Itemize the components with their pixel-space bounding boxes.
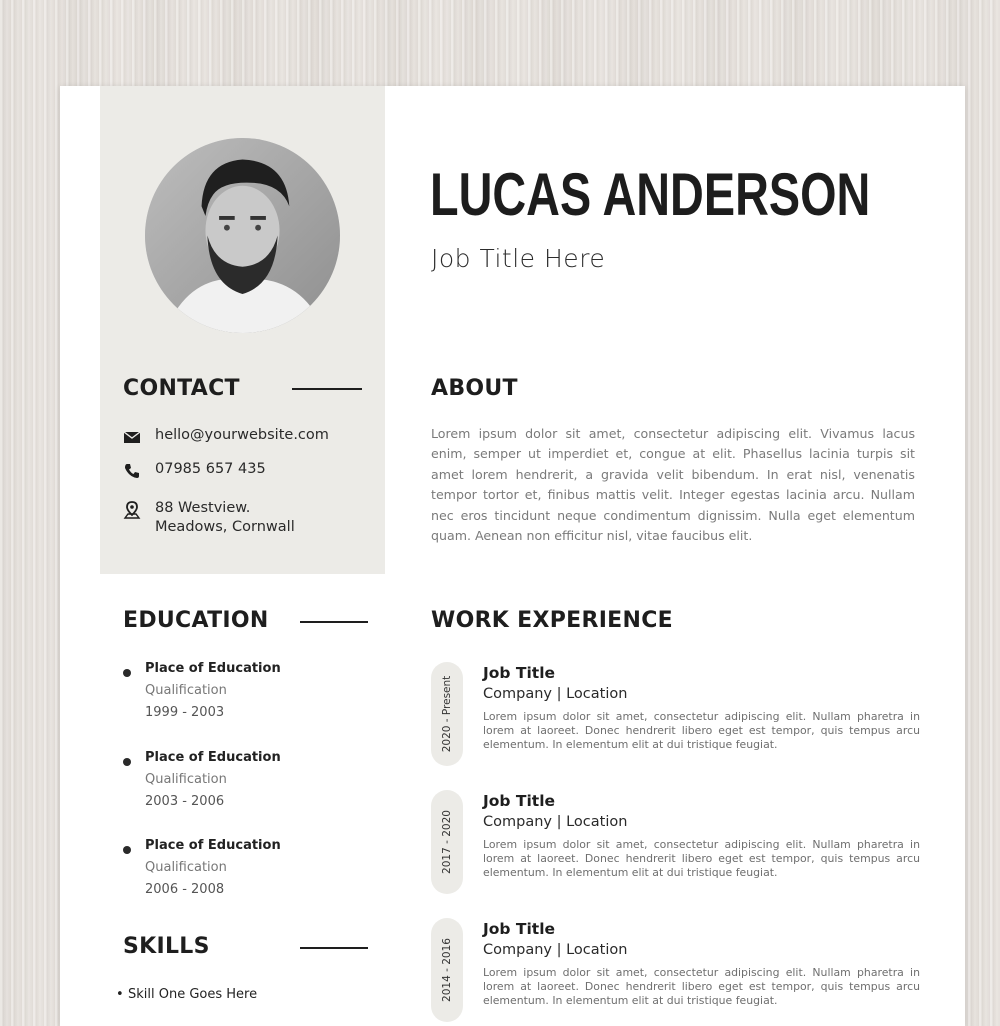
work-title: Job Title xyxy=(483,920,556,938)
about-heading: ABOUT xyxy=(431,376,518,401)
education-qualification: Qualification xyxy=(145,860,227,875)
work-title: Job Title xyxy=(483,664,556,682)
work-period-pill xyxy=(431,790,463,894)
work-period-pill xyxy=(431,918,463,1022)
contact-email[interactable] xyxy=(123,426,329,446)
work-description: Lorem ipsum dolor sit amet, consectetur adipiscing elit. Nullam pharetra in lorem at laoreet. Donec hendrerit libero eget est tempor, quis tempus arcu elementum. In elementum elit at dui tristique feugiat. xyxy=(483,710,920,752)
education-years: 2006 - 2008 xyxy=(145,882,225,897)
contact-address-text: 88 Westview. Meadows, Cornwall xyxy=(155,500,295,535)
education-years: 1999 - 2003 xyxy=(145,705,225,720)
work-period: 2014 - 2016 xyxy=(441,938,453,1002)
contact-email-text: hello@yourwebsite.com xyxy=(155,427,329,443)
work-description: Lorem ipsum dolor sit amet, consectetur adipiscing elit. Nullam pharetra in lorem at laoreet. Donec hendrerit libero eget est tempor, quis tempus arcu elementum. In elementum elit at dui tristique feugiat. xyxy=(483,966,920,1008)
contact-heading-rule xyxy=(292,388,362,390)
work-period: 2020 - Present xyxy=(441,675,453,753)
about-text: Lorem ipsum dolor sit amet, consectetur adipiscing elit. Vivamus lacus enim, semper ut imperdiet et, congue at elit. Phasellus lacinia turpis sit amet lorem hendrerit, a gravida velit bibendum. In erat nisl, venenatis tempor tortor et, finibus mattis velit. Integer egestas lacinia arcu. Nullam nec eros tincidunt neque condimentum dignissim. Nulla eget elementum quam. Aenean non efficitur nisl, vitae faucibus elit. xyxy=(431,426,915,544)
contact-phone[interactable] xyxy=(123,460,266,480)
bullet-icon xyxy=(123,846,131,854)
avatar-photo xyxy=(145,138,340,333)
education-years: 2003 - 2006 xyxy=(145,794,225,809)
skills-heading: SKILLS xyxy=(123,934,210,959)
bullet-icon xyxy=(123,669,131,677)
work-title: Job Title xyxy=(483,792,556,810)
education-heading-rule xyxy=(300,621,368,623)
skill-item: • Skill One Goes Here xyxy=(128,987,257,1002)
avatar xyxy=(145,138,340,333)
work-period-pill xyxy=(431,662,463,766)
work-company: Company | Location xyxy=(483,686,628,702)
bullet-icon xyxy=(123,758,131,766)
skills-heading-rule xyxy=(300,947,368,949)
education-heading: EDUCATION xyxy=(123,608,269,633)
education-place: Place of Education xyxy=(145,750,281,765)
contact-address xyxy=(123,499,325,537)
work-company: Company | Location xyxy=(483,942,628,958)
candidate-name: LUCAS ANDERSON xyxy=(430,161,871,228)
education-place: Place of Education xyxy=(145,838,281,853)
resume-page xyxy=(60,86,965,1026)
work-company: Company | Location xyxy=(483,814,628,830)
contact-heading: CONTACT xyxy=(123,376,240,401)
work-period: 2017 - 2020 xyxy=(441,810,453,874)
education-qualification: Qualification xyxy=(145,772,227,787)
job-title: Job Title Here xyxy=(431,244,606,273)
work-experience-heading: WORK EXPERIENCE xyxy=(431,608,673,633)
education-qualification: Qualification xyxy=(145,683,227,698)
education-place: Place of Education xyxy=(145,661,281,676)
envelope-icon xyxy=(123,428,141,446)
work-description: Lorem ipsum dolor sit amet, consectetur adipiscing elit. Nullam pharetra in lorem at laoreet. Donec hendrerit libero eget est tempor, quis tempus arcu elementum. In elementum elit at dui tristique feugiat. xyxy=(483,838,920,880)
phone-icon xyxy=(123,462,141,480)
location-pin-icon xyxy=(123,501,141,519)
contact-phone-text: 07985 657 435 xyxy=(155,461,266,477)
